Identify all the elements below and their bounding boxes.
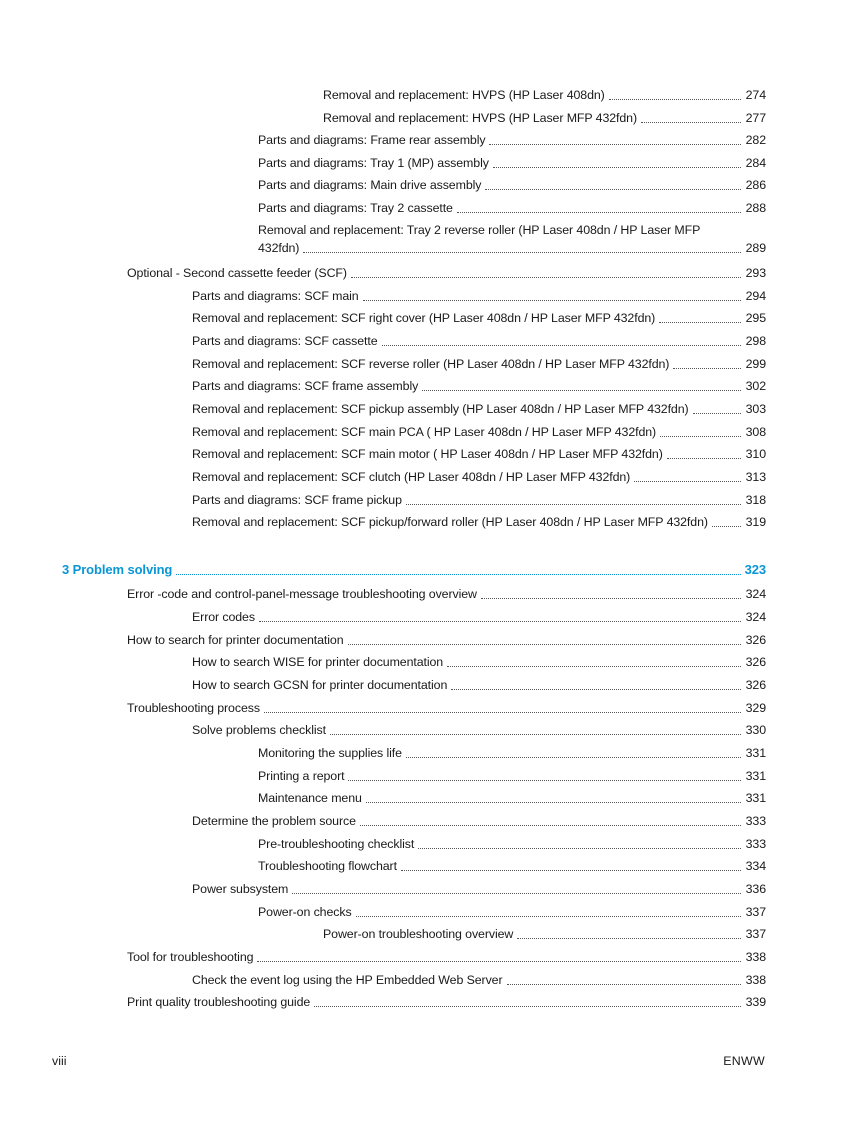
- toc-entry-page: 282: [745, 133, 766, 147]
- dot-leader: [406, 757, 741, 758]
- dot-leader: [693, 413, 741, 414]
- dot-leader: [447, 666, 741, 667]
- dot-leader: [481, 598, 741, 599]
- toc-entry-page: 318: [745, 493, 766, 507]
- toc-entry[interactable]: [127, 699, 766, 717]
- toc-entry-title-block: [258, 221, 744, 257]
- toc-entry[interactable]: [192, 513, 766, 531]
- dot-leader: [356, 916, 741, 917]
- toc-chapter-title: 3 Problem solving: [62, 562, 173, 577]
- toc-entry-page: 330: [745, 723, 766, 737]
- toc-entry-page: 337: [745, 927, 766, 941]
- toc-entry-title: Error -code and control-panel-message troubleshooting overview: [127, 587, 477, 601]
- toc-entry[interactable]: [323, 925, 766, 943]
- toc-entry-page: 284: [745, 156, 766, 170]
- toc-chapter-page: 323: [744, 562, 766, 577]
- toc-entry-title: Troubleshooting process: [127, 701, 260, 715]
- dot-leader: [485, 189, 741, 190]
- toc-entry-title: Parts and diagrams: Tray 1 (MP) assembly: [258, 156, 489, 170]
- dot-leader: [712, 526, 741, 527]
- toc-entry-title: Parts and diagrams: Tray 2 cassette: [258, 201, 453, 215]
- dot-leader: [303, 252, 741, 253]
- toc-entry[interactable]: [323, 86, 766, 104]
- toc-entry-page: 308: [745, 425, 766, 439]
- dot-leader: [641, 122, 741, 123]
- toc-entry[interactable]: [192, 400, 766, 418]
- toc-entry[interactable]: [192, 287, 766, 305]
- toc-entry-page: 338: [745, 950, 766, 964]
- dot-leader: [422, 390, 741, 391]
- toc-entry-title: Power-on checks: [258, 905, 352, 919]
- toc-entry-page: 333: [745, 837, 766, 851]
- dot-leader: [348, 644, 742, 645]
- toc-entry-page: 295: [745, 311, 766, 325]
- toc-entry-title: Parts and diagrams: SCF frame pickup: [192, 493, 402, 507]
- toc-entry-page: 319: [745, 515, 766, 529]
- dot-leader: [330, 734, 741, 735]
- toc-entry-title: Removal and replacement: SCF pickup/forward roller (HP Laser 408dn / HP Laser MFP 432fdn): [192, 515, 708, 529]
- toc-entry-title: Removal and replacement: SCF pickup assembly (HP Laser 408dn / HP Laser MFP 432fdn): [192, 402, 689, 416]
- toc-entry-page: 333: [745, 814, 766, 828]
- footer-locale-code: ENWW: [723, 1054, 765, 1068]
- toc-entry-title: Parts and diagrams: Main drive assembly: [258, 178, 482, 192]
- toc-entry-title: Monitoring the supplies life: [258, 746, 402, 760]
- toc-entry-title: Removal and replacement: SCF clutch (HP Laser 408dn / HP Laser MFP 432fdn): [192, 470, 631, 484]
- toc-entry-page: 289: [745, 241, 766, 255]
- toc-entry-title-continuation: [258, 239, 744, 257]
- toc-entry-title: Printing a report: [258, 769, 345, 783]
- toc-entry[interactable]: [192, 676, 766, 694]
- toc-entry[interactable]: [127, 585, 766, 603]
- dot-leader: [451, 689, 741, 690]
- dot-leader: [401, 870, 741, 871]
- toc-entry[interactable]: [258, 767, 766, 785]
- toc-entry-page: 299: [745, 357, 766, 371]
- toc-entry-title: Power-on troubleshooting overview: [323, 927, 514, 941]
- toc-entry-page: 286: [745, 178, 766, 192]
- toc-entry-title: Removal and replacement: SCF main motor ( HP Laser 408dn / HP Laser MFP 432fdn): [192, 447, 663, 461]
- toc-entry[interactable]: [258, 789, 766, 807]
- dot-leader: [418, 848, 741, 849]
- toc-chapter-entry[interactable]: [62, 561, 766, 579]
- toc-entry[interactable]: [258, 176, 766, 194]
- toc-entry-page: 288: [745, 201, 766, 215]
- toc-entry[interactable]: [192, 971, 766, 989]
- dot-leader: [363, 300, 741, 301]
- toc-entry[interactable]: [192, 608, 766, 626]
- toc-entry[interactable]: [258, 857, 766, 875]
- toc-entry[interactable]: [258, 221, 766, 257]
- toc-entry-title: Removal and replacement: SCF main PCA ( HP Laser 408dn / HP Laser MFP 432fdn): [192, 425, 657, 439]
- toc-entry[interactable]: [127, 993, 766, 1011]
- toc-entry-title: Parts and diagrams: SCF main: [192, 289, 359, 303]
- dot-leader: [634, 481, 741, 482]
- dot-leader: [366, 802, 741, 803]
- toc-entry[interactable]: [323, 109, 766, 127]
- toc-entry-page: 298: [745, 334, 766, 348]
- dot-leader: [382, 345, 742, 346]
- toc-entry[interactable]: [192, 491, 766, 509]
- toc-entry[interactable]: [258, 154, 766, 172]
- toc-entry-title: How to search WISE for printer documentation: [192, 655, 444, 669]
- toc-entry-page: 313: [745, 470, 766, 484]
- dot-leader: [406, 504, 741, 505]
- toc-entry[interactable]: [192, 653, 766, 671]
- dot-leader: [314, 1006, 741, 1007]
- toc-entry-page: 331: [745, 746, 766, 760]
- dot-leader: [517, 938, 741, 939]
- toc-entry-page: 274: [745, 88, 766, 102]
- toc-entry-page: 310: [745, 447, 766, 461]
- toc-entry-title: Determine the problem source: [192, 814, 356, 828]
- toc-entry-page: 329: [745, 701, 766, 715]
- toc-entry-title: 432fdn): [258, 241, 300, 255]
- toc-entry-title: How to search GCSN for printer documentation: [192, 678, 448, 692]
- toc-entry[interactable]: [258, 744, 766, 762]
- toc-entry-title: Removal and replacement: SCF right cover (HP Laser 408dn / HP Laser MFP 432fdn): [192, 311, 656, 325]
- toc-entry[interactable]: [192, 355, 766, 373]
- toc-entry-page: 326: [745, 633, 766, 647]
- toc-entry-title: Check the event log using the HP Embedded Web Server: [192, 973, 503, 987]
- dot-leader: [259, 621, 741, 622]
- toc-entry[interactable]: [258, 131, 766, 149]
- toc-entry-title: Error codes: [192, 610, 255, 624]
- toc-entry-page: 293: [745, 266, 766, 280]
- toc-entry-title: Print quality troubleshooting guide: [127, 995, 311, 1009]
- toc-entry[interactable]: [127, 631, 766, 649]
- toc-entry-page: 338: [745, 973, 766, 987]
- toc-entry[interactable]: [192, 445, 766, 463]
- toc-entry-title: Removal and replacement: Tray 2 reverse roller (HP Laser 408dn / HP Laser MFP: [258, 223, 701, 237]
- dot-leader: [659, 322, 741, 323]
- toc-entry-page: 336: [745, 882, 766, 896]
- toc-entry-page: 277: [745, 111, 766, 125]
- toc-entry-title: Removal and replacement: SCF reverse roller (HP Laser 408dn / HP Laser MFP 432fdn): [192, 357, 670, 371]
- toc-entry[interactable]: [192, 423, 766, 441]
- dot-leader: [493, 167, 741, 168]
- toc-entry-title: Maintenance menu: [258, 791, 362, 805]
- toc-entry-page: 303: [745, 402, 766, 416]
- toc-entry-page: 324: [745, 610, 766, 624]
- toc-entry-page: 302: [745, 379, 766, 393]
- dot-leader: [457, 212, 741, 213]
- dot-leader: [351, 277, 741, 278]
- dot-leader: [176, 574, 741, 575]
- toc-entry-page: 324: [745, 587, 766, 601]
- dot-leader: [292, 893, 741, 894]
- dot-leader: [660, 436, 741, 437]
- toc-entry[interactable]: [127, 948, 766, 966]
- toc-entry-title: How to search for printer documentation: [127, 633, 344, 647]
- toc-entry-page: 326: [745, 655, 766, 669]
- toc-entry-page: 331: [745, 791, 766, 805]
- toc-entry[interactable]: [192, 721, 766, 739]
- toc-entry-title: Parts and diagrams: SCF frame assembly: [192, 379, 419, 393]
- dot-leader: [673, 368, 741, 369]
- toc-entry[interactable]: [192, 332, 766, 350]
- dot-leader: [257, 961, 741, 962]
- dot-leader: [609, 99, 741, 100]
- toc-entry-page: 339: [745, 995, 766, 1009]
- toc-entry-title: Troubleshooting flowchart: [258, 859, 397, 873]
- dot-leader: [348, 780, 741, 781]
- toc-entry[interactable]: [192, 880, 766, 898]
- toc-entry-title: Solve problems checklist: [192, 723, 326, 737]
- toc-entry-page: 331: [745, 769, 766, 783]
- dot-leader: [489, 144, 741, 145]
- toc-entry[interactable]: [258, 199, 766, 217]
- toc-entry[interactable]: [127, 264, 766, 282]
- toc-entry-title: Tool for troubleshooting: [127, 950, 254, 964]
- toc-entry[interactable]: [192, 468, 766, 486]
- toc-entry[interactable]: [192, 812, 766, 830]
- toc-entry-title: Removal and replacement: HVPS (HP Laser 408dn): [323, 88, 605, 102]
- toc-entry[interactable]: [192, 377, 766, 395]
- toc-entry-title: Parts and diagrams: Frame rear assembly: [258, 133, 486, 147]
- toc-entry-title: Optional - Second cassette feeder (SCF): [127, 266, 347, 280]
- footer-page-number: viii: [52, 1054, 67, 1068]
- toc-entry-page: 337: [745, 905, 766, 919]
- toc-entry-title: Parts and diagrams: SCF cassette: [192, 334, 378, 348]
- toc-entry-title: Pre-troubleshooting checklist: [258, 837, 415, 851]
- toc-entry-page: 326: [745, 678, 766, 692]
- toc-entry-title: Removal and replacement: HVPS (HP Laser MFP 432fdn): [323, 111, 637, 125]
- dot-leader: [667, 458, 741, 459]
- dot-leader: [264, 712, 741, 713]
- toc-entry[interactable]: [258, 835, 766, 853]
- toc-entry-page: 334: [745, 859, 766, 873]
- dot-leader: [507, 984, 742, 985]
- toc-entry[interactable]: [258, 903, 766, 921]
- toc-entry-title: Power subsystem: [192, 882, 289, 896]
- dot-leader: [360, 825, 741, 826]
- toc-entry[interactable]: [192, 309, 766, 327]
- toc-entry-page: 294: [745, 289, 766, 303]
